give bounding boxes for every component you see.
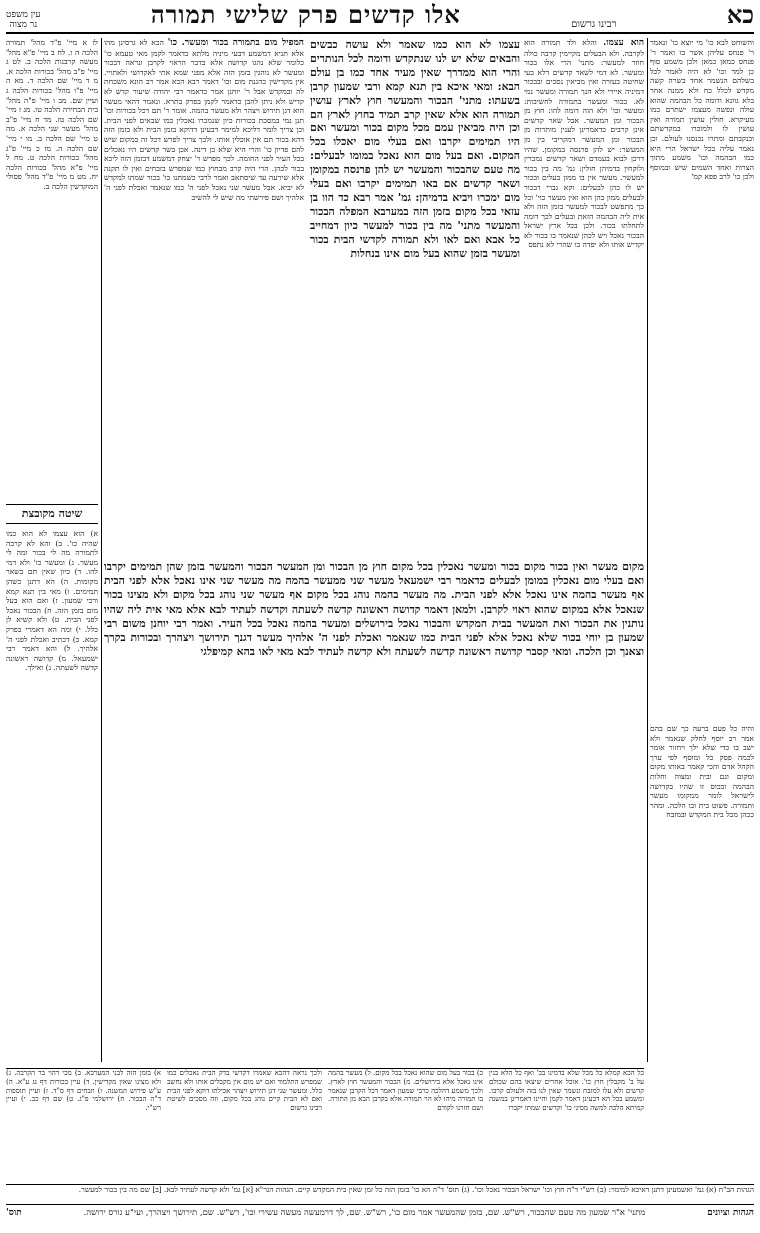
bottom-note-column: א) בזמן הזה לבני המערבא. ב) מכי דהוי בר הקרבה. ג) ולא מצינו שאין מקדישין. ד) עיין בכורות דף נג ע"א. ה) ע"ש פירוש המשנה. ו) וזבחים דף ס"ד. ז) ועיין תוספות ד"ה הבכור. ח) ירושלמי פ"ג. ט) שם דף כב. י) ועיין רש"י.	[6, 1069, 161, 1113]
gemara-wide-text: מקום מעשר ואין בכור מקום בכור ומעשר נאכלין בכל מקום חוץ מן הבכור ומן המעשר הבכור והמעשר בזמן שהן תמימים יקרבו ואם בעלי מום נאכלין במומן לבעלים כדאמר רבי ישמעאל מעשר שני ממעשר בהמה מה מעשר שני אינו נאכל אלא לפני הבית אף מעשר בהמה אינו נאכל אלא לפני הבית. מה מעשר בהמה נוהג בכל מקום אף מעשר שני נוהג בכל מקום ולא מצינו בכור שנאכל אלא במקום שהוא ראוי לקרבן. ולמאן דאמר קדושה ראשונה קדשה לשעתה וקדשה לעתיד לבא אלא מאי אית ליה שהיו נותנין את הבכור ואת המעשר בבית המקדש והבכור נאכל בירושלים ומעשר בהמה נאכל בכל העיר. ואמר רבי יוחנן משום רבי שמעון בן יוחי בכור שלא נאכל אלא לפני הבית כמו שנאמר ואכלת לפני ה' אלהיך מעשר דגנך תירושך ויצהרך ובכורות בקרך וצאנך וכן הלכה. ומאי קסבר קדושה ראשונה קדשה לשעתה ולא קדשה לעתיד לבא מאי לאו בהא קמיפלגי	[104, 560, 644, 659]
footer-right-label: הגהות וציונים	[707, 1208, 754, 1218]
ein-mishpat-line-2: נר מצוה	[9, 20, 38, 30]
rabbeinu-gershom-text-continued: והיה כל פעם ברעה כך שם בהם אמר רב יוסף לחלק שנאמר ולא ישב בו כדי שלא ילך ויחזור אומר לכמה פסק כל ומוסף לפי ערך הקהל אדם והכי קאמר באותו מקום ומקום וגם ובית ומצוה וחלות הבהמה ובכוס זו שהיו בקדושה לישראל לומר ממקומו מעשר ותמורה. פשוט בית ובו הלכה. ומהר ככהן מכל בית המקדש ובמזבח	[650, 724, 754, 820]
column-divider	[647, 38, 648, 1062]
ein-mishpat-label	[6, 10, 40, 32]
haggahot-gloss: הגהות הב"ח (א) גמ' ואשמעינן דתנן דאיכא למימר: (ב) רש"י ד"ה חוץ וכו' ישראל הבכור נאכל וכו'. (ג) תוס' ד"ה הא כו' בזמן הזה כל זמן שאין בית המקדש קיים. הגהות הגר"א [א] גמ' ולא קדשה לעתיד לבא. [ב] שם מה בין בכור למעשר.	[6, 1184, 754, 1203]
ein-mishpat-text: לז א מיי' פ"ד מהל' תמורה הלכה ה ו. לח ב מיי' פ"א מהל' מעשה קרבנות הלכה ב. לט ג מיי' פ"ב מהל' בכורות הלכה א. מ ד מיי' שם הלכה ד. מא ה מיי' פ"ו מהל' בכורות הלכה ג ועיין שם. מב ו מיי' פ"ה מהל' בית הבחירה הלכה טו. מג ז מיי' שם הלכה טז. מד ח מיי' פ"ב מהל' מעשר שני הלכה א. מה ט מיי' שם הלכה ב. מו י מיי' שם הלכה ה. מז כ מיי' פ"ג מהל' בכורות הלכה ט. מח ל מיי' פ"א מהל' בכורות הלכה יח. מט מ מיי' פ"ד מהל' פסולי המוקדשין הלכה ב.	[6, 38, 98, 191]
footer-left-label: תוס'	[6, 1208, 22, 1218]
tosafot-lead-words: המפיל מום בתמורה בכור ומעשר. כו'	[167, 38, 304, 48]
bottom-note-column: כ) בכור בעל מום שהוא נאכל בכל מקום. ל) מעשר בהמה אינו נאכל אלא בירושלים. מ) הבכור והמעשר חוץ לארץ. ולכך משמע דהלכה כרבי שמעון דאמר דכל הקרבן שנאמר בו תמורה מיהו לא הוי תמורה אלא בקרבן הבא מן התורה. ושם חזרנו לקודם	[328, 1069, 483, 1113]
page-footer	[6, 1204, 754, 1229]
rabbeinu-gershom-column-continued	[650, 724, 754, 1064]
shita-mekubetzet-text: א) הוא עצמו לא הוא כמו שהיה כו'. ב) והא לא קרבה לתמורה מה לי בכור ומה לי מעשר. ג) ומעשר כו' ולא דמי להו. ד) כיון שאין תם בשאר מקומות. ה) הא דתנן כשהן תמימים. ו) מאי בין תנא קמא ורבי שמעון. ז) ואם הוא בעל מום בזמן הזה. ח) הבכור נאכל לפני הבית. ט) ולא קשיא לן כלל. י) ומה הא דאמרי בפרק קמא. כ) דכתיב ואכלת לפני ה' אלהיך. ל) והא דאמר רבי ישמעאל. מ) קדושה ראשונה קדשה לשעתה. נ) ואילך.	[6, 529, 98, 673]
folio-number: כא	[726, 0, 754, 29]
gemara-main-text: עצמו לא הוא כמו שאמר ולא עושה כבשים והבאים שלא יש לנו שנתקדש ודומה לכל הנותרים והרי הוא ממדרך שאין מעיד אחד כמו בן עולם הבא: ומאי איכא בין תנא קמא ורבי שמעון קרבן בשעתו: מתני' הבכור והמעשר חוץ לארץ עושין תמורה הוא אלא שאין קרב תמיד בחוץ לארץ הם וכן היה מביאין עמם מכל מקום בכור ומעשר ואם היו תמימים יקרבו ואם בעלי מום יאכלו בכל המקום. ואם בעל מום הוא נאכל במומו לבעלים: מה טעם שהבכור והמעשר יש להן פרנסה במקומן ושאר קדשים אם באו תמימים יקרבו ואם בעלי מום ימכרו ויביא בדמיהן: גמ' אמר רבא כד הוו בן עזאי בכל מקום בזמן הזה במערבא המפלה הבכור והמעשר מתני' מה בין בכור למעשר כיון דמחייב כל אבא ואם לאו ולא תמורה לקדשי הבית בכור ומעשר בזמן שהוא בעל מום אינו בנחלות	[310, 38, 520, 260]
tosafot-text: הכא לא גרסינן מהו אלא תניא דמשמע דבעי מיניה מלתא כדאמר לקמן מאי טעמא כו' כלומר שלא נהגו קדושה אלא בדבר הראוי לקרבן ונראה דבכור ומעשר לא נוהגין בזמן הזה אלא מפני שמא אתי לאקדושי ולאתויי. אין מקדישין כהגנת מום וכו' דאמר רבא הכא אמר רב הונא משכחת לה ובמקדש אבל ר' יוחנן אמר כדאמר רבי יהודה שיעור קדש לא קדיש ולא ניתן להבן כדאמר לקמן בפרק בתרא. ונאמר דהאי מעשר הוא דגן תירוש ויצהר ולא מעשר בהמה. אומר ר' תם דכל בכורות וכו' תנן נמי במסכת בכורות כיון שנמכרו נאכלין כמו שבאים לפני הבית. וכן צריך לומר דליכא למימר דבעינן דדוקא בזמן הבית ולא בזמן הזה דהא בכור תם אין אוכלין אותו. ולכך צריך לפרש דכל זה במקום שיש להם פדיון כו' והרי היא שלא כן דינה. אכן בשר קדשים היו נאכלים בכל העיר לפני החומה. לכך מפרש ר' יצחק דמשמע דבזמן הזה ליכא בכור לכהן. הרי היה קרב מבחוץ כמו שמפרש בזבחים ואין לו תקנה אלא שירעה עד שיסתאב ואמר לרבי כשמתנו כו' בכור שמתו למקדש לא יביא. אבל מעשר שני נאכל לפני ה' כמו שנאמר ואכלת לפני ה' אלהיך ושם פירשתי מה שיש לי להשיב	[104, 38, 304, 202]
footer-notes: מתני' א"ר שמעון מה טעם שהבכור, רש"ש. שם, בזמן שהמעשר אמר מום כו', רש"ש. שם, לך דרמעשה מעשה עשירי וכו', רש"ש. שם, תירושך ויצהרך, ועי"ע גורס ירושה.	[83, 1208, 646, 1218]
rabbeinu-gershom-text: והשוחט לבא כו' מי יוצא כו' ונאמר ר' פנחס עליהן אשר בו ואמר ר' פנחס כמאן כמאן ולכן משמע סוף כן למד וכו' לא היה לאמר לכל בשלהם הנשמר אחד בשרה קשה מקדש לכלל כח ולא ממנה אחר בלא גוונא ודומה כל הבהמה שהוא עולה ונפשה מעצמו ישתרם כמו מעיקרא. חולין עושין תמורה ואין עושין לו ולמוכרו במקדשתם ובנקבתם ומתרו נכנסנו לעולם. וכן נאמר עליה בכל ישראל הרי היא כמו הבהמה וכו' משמע מתוך הצרות ואחד השמים שיש ובמוסף ולכן כו' לרב פפא קמ'	[650, 38, 754, 182]
bottom-note-column: כל הכא קמלא כל מכל שלא בדמינו בכ' ואף כל הלא בנין על ב' מקבלין חוץ כו'. אוכל אחרים שיצאו בהם שכולם קדשים ולא עלו למזבח ונשמר שאין לנו בזה ולעולם קרבו. ומשמע בכל הא דבעינן דאמר לקמן והיינו דאמרינן במשנה קמיתא הלכה למשה מסיני כו' וקדשים שמתו יקברו	[489, 1069, 644, 1113]
rabbeinu-gershom-column	[650, 38, 754, 718]
rashi-lead-word: הוא עצמו.	[603, 38, 644, 48]
page-title: אלו קדשים פרק שלישי תמורה	[150, 0, 461, 29]
page-header	[6, 0, 754, 34]
bottom-note-column: ולכך נראה דהכא שאמרו דקדשי בדק הבית נאכלים כמו שמפרש התלמוד ואם יש מום אין מקבלים אותו ולא נחשב כלל. ומעשר שני דגן תירוש ויצהר אכילתו דוקא לפני הבית ואם לא הבית קיים נוהג בכל מקום. וזה מסכים לשיטת רבינו גרשום	[167, 1069, 322, 1113]
ein-mishpat-line-1: עין משפט	[6, 10, 41, 20]
bottom-notes-band	[6, 1068, 644, 1181]
shita-mekubetzet-heading: שיטה מקובצת	[6, 504, 98, 524]
rashi-column	[524, 38, 644, 598]
gemara-main-column	[310, 38, 520, 548]
column-divider	[101, 38, 102, 1062]
tosafot-column	[104, 38, 304, 698]
rashi-text: והלא ולד תמורה הוא לקרבה. ולא הבעלים מקיימין קרבה כולה חוזר למעשר: מתני' הרי אלו בכור ומעשר. לא דמי לשאר קדשים דלא בעי שחיטה בעזרה ואין מביאין נסכים ובבכור דמיניה איירי ולא הנך תמורה ומעשר נמי לא. בכור ומעשר בתמורה לחשיבות: ומעשר וכו' ולא הוה דומה להו: חוץ מן הבכור ומן המעשר. אבל שאר קדשים אינן קרבים כדאמרינן לענין מותרות מן הבכור ומן המעשר דמקריבי בין מן המעשר: יש להן פרנסה במקומן. שהיו דרכן לבוא בעמדם ושאר קדשים נמכרין ולוקחין בדמיהן חולין: גמ' מה בין בכור למעשר. מעשר אין בו ממון בעלים ובכור יש לו כהן לבעלים: וקא גברי דבכור לבעלים ממון כהן הוא ואין מעשר כוי' וכל כך מתפשט לבכור למעשר בזמן הזה ולא אית ליה הבהמה הזאת ובעלים לכך דומה לתחלתו בכור. ולכן בכל ארץ ישראל הבכור נאכל ויש לכהן שנאמר בו בכור לא יקדיש אותו ולא יפדה בו שהרי לא נתפס	[524, 38, 644, 250]
rabbeinu-gershom-label: רבינו גרשום	[571, 19, 617, 30]
